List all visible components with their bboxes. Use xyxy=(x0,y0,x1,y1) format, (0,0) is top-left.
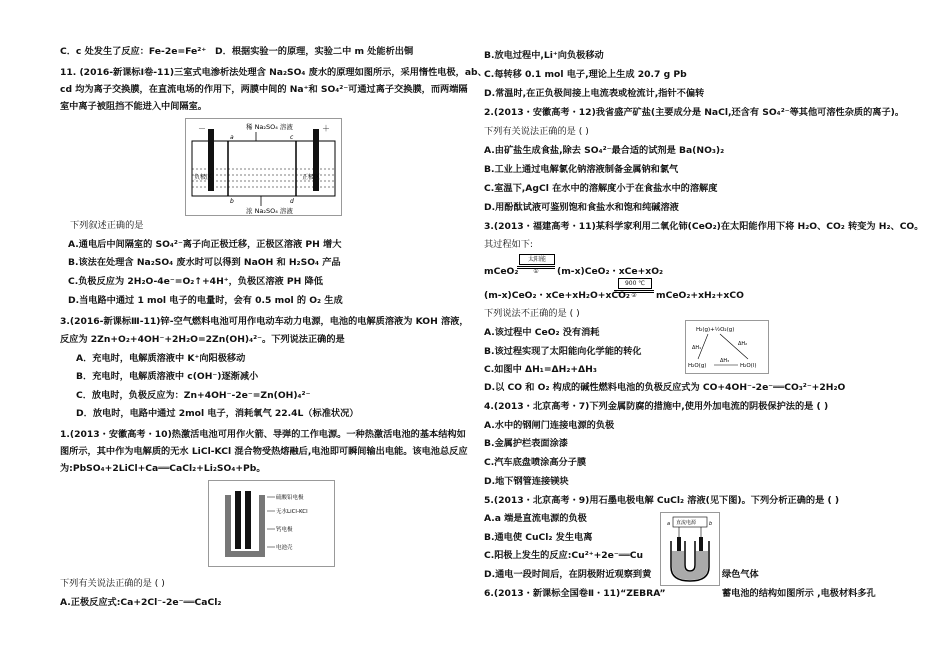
q4-stem: 4.(2013・北京高考・7)下列金属防腐的措施中,使用外加电流的阴极保护法的是 ( ) xyxy=(484,401,829,412)
q3r-ask: 下列说法不正确的是 ( ) xyxy=(484,308,580,319)
eq2-condition: 900 ℃ xyxy=(618,278,652,289)
q3r-option-d: D.以 CO 和 O₂ 构成的碱性燃料电池的负极反应式为 CO+4OH⁻-2e⁻══CO₃²⁻+2H₂O xyxy=(484,382,846,393)
eq1-num: ① xyxy=(533,268,539,275)
q5-option-d-cont: 绿色气体 xyxy=(722,569,759,580)
fig2-l1: 硫酸铅电极 xyxy=(276,495,304,501)
eq2-left: (m-x)CeO₂・xCe+xH₂O+xCO₂ xyxy=(484,290,630,301)
q3-stem-2: 反应为 2Zn+O₂+4OH⁻+2H₂O=2Zn(OH)₄²⁻。下列说法正确的是 xyxy=(60,334,345,345)
r-option-b: B.放电过程中,Li⁺向负极移动 xyxy=(484,50,604,61)
q11-ask: 下列叙述正确的是 xyxy=(70,220,144,231)
q3r-stem-2: 其过程如下: xyxy=(484,239,534,250)
eq1-left: mCeO₂ xyxy=(484,266,519,277)
fig3-tl: H₂(g)+½O₂(g) xyxy=(696,327,735,333)
q1-stem-2: 图所示，其中作为电解质的无水 LiCl-KCl 混合物受热熔融后,电池即可瞬间输出电能。该电池总反应 xyxy=(60,446,468,457)
fig3-br: H₂O(l) xyxy=(740,363,757,369)
thermal-battery-figure xyxy=(208,480,335,567)
q3-stem-1: 3.(2016-新课标Ⅲ-11)锌-空气燃料电池可用作电动车动力电源，电池的电解质溶液为 KOH 溶液， xyxy=(60,316,469,327)
q3-option-a: A．充电时，电解质溶液中 K⁺向阳极移动 xyxy=(76,353,246,364)
q4-option-d: D.地下钢管连接镁块 xyxy=(484,476,569,487)
fig1-top-label: 稀 Na₂SO₄ 溶液 xyxy=(246,123,293,131)
q6-stem-cont: 蓄电池的结构如图所示 ,电极材料多孔 xyxy=(722,588,876,599)
q5-option-a: A.a 端是直流电源的负极 xyxy=(484,513,587,524)
fig1-a: a xyxy=(230,134,234,141)
fig3-mr: ΔH₂ xyxy=(738,341,748,347)
electrodialysis-figure xyxy=(185,118,342,216)
q3r-stem-1: 3.(2013・福建高考・11)某科学家利用二氧化铈(CeO₂)在太阳能作用下将 H₂O、CO₂ 转变为 H₂、CO。 xyxy=(484,221,924,232)
eq1-right: (m-x)CeO₂・xCe+xO₂ xyxy=(557,266,664,277)
q5-stem: 5.(2013・北京高考・9)用石墨电极电解 CuCl₂ 溶液(见下图)。下列分析正确的是 ( ) xyxy=(484,495,840,506)
q5-option-d: D.通电一段时间后，在阴极附近观察到黄 xyxy=(484,569,652,580)
q6-stem: 6.(2013・新课标全国卷Ⅱ・11)“ZEBRA” xyxy=(484,588,666,599)
eq2-num: ② xyxy=(631,292,637,299)
q10-option-c: C．c 处发生了反应：Fe-2e=Fe²⁺ xyxy=(60,46,207,57)
fig1-plus: ＋ xyxy=(322,124,330,133)
enthalpy-cycle-figure xyxy=(685,320,769,374)
fig1-c: c xyxy=(290,134,294,141)
q2-option-c: C.室温下,AgCl 在水中的溶解度小于在食盐水中的溶解度 xyxy=(484,183,718,194)
q1-stem-1: 1.(2013・安徽高考・10)热激活电池可用作火箭、导弹的工作电源。一种热激活电池的基本结构如 xyxy=(60,429,466,440)
q2-option-a: A.由矿盐生成食盐,除去 SO₄²⁻最合适的试剂是 Ba(NO₃)₂ xyxy=(484,145,725,156)
q4-option-a: A.水中的钢闸门连接电源的负极 xyxy=(484,420,615,431)
q1-option-a: A.正极反应式:Ca+2Cl⁻-2e⁻══CaCl₂ xyxy=(60,597,222,608)
q2-option-d: D.用酚酞试液可鉴别饱和食盐水和饱和纯碱溶液 xyxy=(484,202,679,213)
q2-option-b: B.工业上通过电解氯化钠溶液制备金属钠和氯气 xyxy=(484,164,679,175)
q3r-option-c: C.如图中 ΔH₁=ΔH₂+ΔH₃ xyxy=(484,364,597,375)
electrolysis-u-tube-figure xyxy=(660,512,720,586)
q3r-option-a: A.该过程中 CeO₂ 没有消耗 xyxy=(484,327,600,338)
fig1-bottom-label: 浓 Na₂SO₄ 溶液 xyxy=(246,207,293,215)
q2-stem-1: 2.(2013・安徽高考・12)我省盛产矿盐(主要成分是 NaCl,还含有 SO₄²⁻等其他可溶性杂质的离子)。 xyxy=(484,107,905,118)
q11-option-b: B.该法在处理含 Na₂SO₄ 废水时可以得到 NaOH 和 H₂SO₄ 产品 xyxy=(68,257,341,268)
q1-ask: 下列有关说法正确的是 ( ) xyxy=(60,578,165,589)
q11-stem-1: 11. (2016-新课标Ⅰ卷-11)三室式电渗析法处理含 Na₂SO₄ 废水的原理如图所示，采用惰性电极，ab、 xyxy=(60,67,487,78)
q3-option-b: B．充电时，电解质溶液中 c(OH⁻)逐渐减小 xyxy=(76,371,259,382)
fig1-neg: 负极区 xyxy=(194,174,213,181)
fig3-bl: H₂O(g) xyxy=(688,363,707,369)
eq1-condition: 太阳能 xyxy=(519,254,555,265)
fig2-l4: 电池壳 xyxy=(276,545,293,551)
q2-stem-2: 下列有关说法正确的是 ( ) xyxy=(484,126,589,137)
q11-option-d: D.当电路中通过 1 mol 电子的电量时，会有 0.5 mol 的 O₂ 生成 xyxy=(68,295,343,306)
fig3-bm: ΔH₃ xyxy=(720,358,730,364)
eq1-arrow xyxy=(517,254,555,276)
q11-option-a: A.通电后中间隔室的 SO₄²⁻离子向正极迁移，正极区溶液 PH 增大 xyxy=(68,239,342,250)
fig2-l2: 无水LiCl-KCl xyxy=(276,509,308,515)
q11-stem-3: 室中离子被阻挡不能进入中间隔室。 xyxy=(60,101,207,112)
fig3-ml: ΔH₁ xyxy=(692,345,702,351)
q5-option-b: B.通电使 CuCl₂ 发生电离 xyxy=(484,532,593,543)
q3-option-d: D．放电时，电路中通过 2mol 电子，消耗氧气 22.4L（标准状况） xyxy=(76,408,359,419)
eq2-arrow xyxy=(614,278,654,300)
fig1-minus: － xyxy=(198,124,206,133)
fig4-a: a xyxy=(667,521,671,527)
r-option-c: C.每转移 0.1 mol 电子,理论上生成 20.7 g Pb xyxy=(484,69,687,80)
fig1-pos: 正极区 xyxy=(302,174,321,181)
r-option-d: D.常温时,在正负极间接上电流表或检流计,指针不偏转 xyxy=(484,88,705,99)
q3r-option-b: B.该过程实现了太阳能向化学能的转化 xyxy=(484,346,642,357)
q10-option-d: D．根据实验一的原理，实验二中 m 处能析出铜 xyxy=(215,46,414,57)
eq2-right: mCeO₂+xH₂+xCO xyxy=(656,290,744,301)
q1-stem-3: 为:PbSO₄+2LiCl+Ca══CaCl₂+Li₂SO₄+Pb。 xyxy=(60,463,266,474)
q4-option-c: C.汽车底盘喷涂高分子膜 xyxy=(484,457,587,468)
fig4-label: 直流电源 xyxy=(676,520,697,526)
fig1-b: b xyxy=(230,198,234,205)
fig4-b: b xyxy=(709,521,713,527)
q11-option-c: C.负极反应为 2H₂O-4e⁻=O₂↑+4H⁺，负极区溶液 PH 降低 xyxy=(68,276,323,287)
q5-option-c: C.阳极上发生的反应:Cu²⁺+2e⁻══Cu xyxy=(484,550,644,561)
q3-option-c: C．放电时，负极反应为：Zn+4OH⁻-2e⁻=Zn(OH)₄²⁻ xyxy=(76,390,311,401)
q4-option-b: B.金属护栏表面涂漆 xyxy=(484,438,568,449)
fig2-l3: 钙电极 xyxy=(276,527,293,533)
q11-stem-2: cd 均为离子交换膜，在直流电场的作用下，两膜中间的 Na⁺和 SO₄²⁻可通过离子交换膜，而两端隔 xyxy=(60,84,468,95)
fig1-d: d xyxy=(290,198,294,205)
